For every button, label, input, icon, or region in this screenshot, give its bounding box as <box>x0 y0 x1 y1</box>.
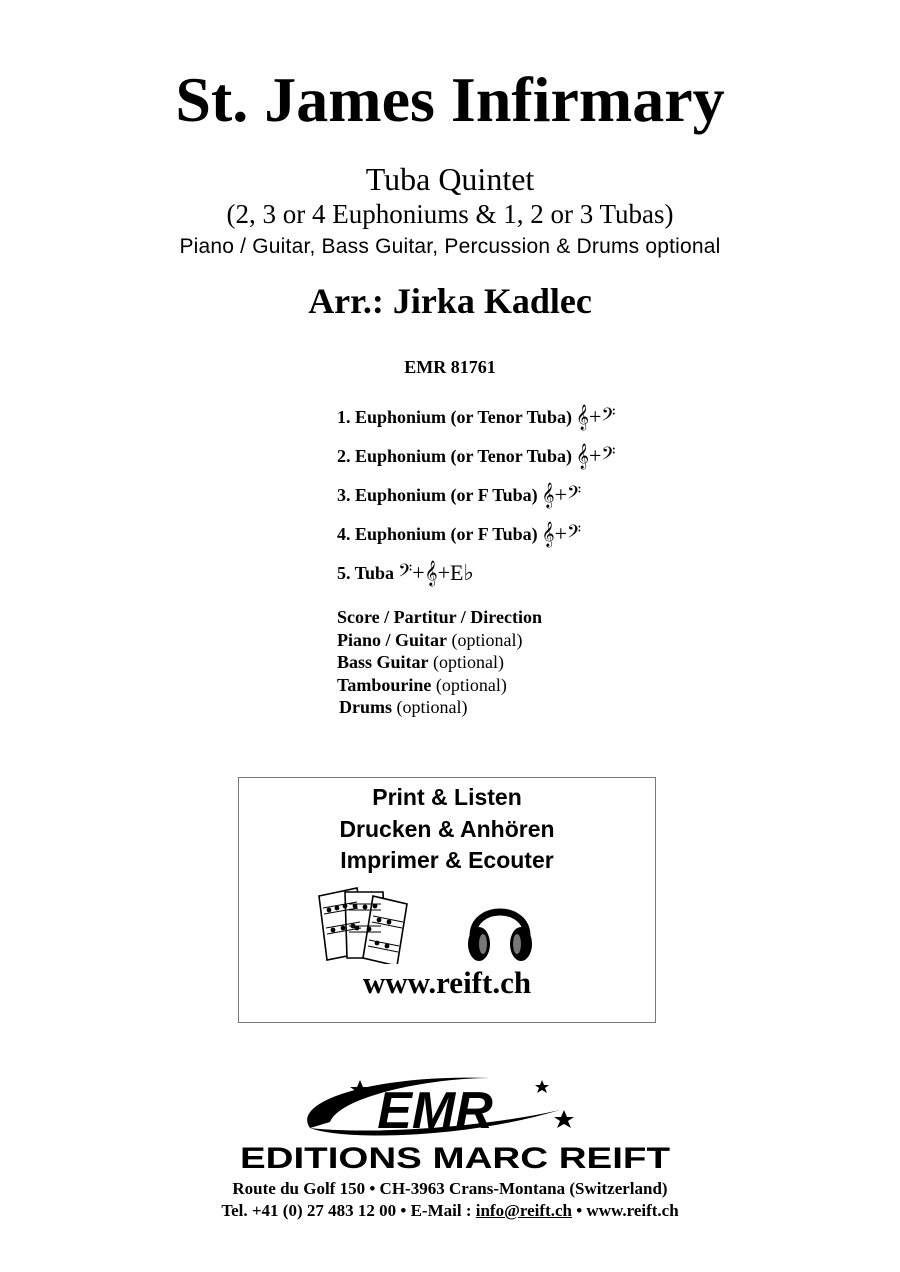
extra-item <box>337 629 757 652</box>
logo-text: EMR <box>377 1082 493 1140</box>
website-url[interactable]: www.reift.ch <box>362 965 532 1000</box>
optional-instruments: Piano / Guitar, Bass Guitar, Percussion & Drums optional <box>179 235 721 258</box>
part-item <box>337 397 757 436</box>
publisher-name-part: MARC <box>432 1142 523 1175</box>
extras-list <box>337 606 757 719</box>
part-label: 1. Euphonium (or Tenor Tuba) <box>337 406 572 427</box>
clef-icon: 𝄞+𝄢 <box>541 520 582 546</box>
page-title: St. James Infirmary <box>175 64 725 135</box>
extra-note: (optional) <box>433 652 504 672</box>
promo-line-french: Imprimer & Ecouter <box>340 847 554 873</box>
clef-icon: 𝄢+𝄞+E♭ <box>398 559 474 585</box>
parts-list <box>337 397 757 592</box>
arranger: Arr.: Jirka Kadlec <box>308 281 592 321</box>
email-link[interactable]: info@reift.ch <box>475 1201 572 1220</box>
extra-note: (optional) <box>396 697 468 717</box>
extra-name: Piano / Guitar <box>337 629 448 650</box>
extra-name: Score / Partitur / Direction <box>337 607 542 627</box>
promo-line-english: Print & Listen <box>372 784 522 810</box>
clef-icon: 𝄞+𝄢 <box>575 403 616 429</box>
part-item <box>337 553 757 592</box>
part-label: 2. Euphonium (or Tenor Tuba) <box>337 445 572 466</box>
headphones-icon <box>465 888 535 968</box>
subtitle: Tuba Quintet <box>365 161 535 197</box>
clef-icon: 𝄞+𝄢 <box>541 481 582 507</box>
extra-name: Tambourine <box>337 674 432 695</box>
extra-item <box>337 651 757 674</box>
extra-item <box>337 696 757 719</box>
part-label: 3. Euphonium (or F Tuba) <box>337 484 538 505</box>
website-link[interactable]: • www.reift.ch <box>576 1201 679 1220</box>
clef-icon: 𝄞+𝄢 <box>575 442 616 468</box>
publisher-contact <box>0 1200 900 1222</box>
promo-line-german: Drucken & Anhören <box>339 816 555 842</box>
part-label: 4. Euphonium (or F Tuba) <box>337 523 538 544</box>
part-label: 5. Tuba <box>337 562 395 583</box>
svg-text:EDITIONS MARC REIFT <box>240 1142 670 1175</box>
extra-item <box>337 606 757 629</box>
telephone: Tel. +41 (0) 27 483 12 00 • E-Mail : <box>221 1201 472 1220</box>
print-listen-box <box>238 777 656 1023</box>
publisher-address: Route du Golf 150 • CH-3963 Crans-Montana (Switzerland) <box>232 1179 668 1198</box>
part-item <box>337 475 757 514</box>
extra-note: (optional) <box>435 674 507 695</box>
part-item <box>337 436 757 475</box>
extra-item <box>337 674 757 697</box>
instrumentation: (2, 3 or 4 Euphoniums & 1, 2 or 3 Tubas) <box>226 199 674 229</box>
extra-name: Drums <box>339 697 392 717</box>
publisher-name-part: EDITIONS <box>240 1142 382 1175</box>
catalog-number: EMR 81761 <box>404 357 496 377</box>
part-item <box>337 514 757 553</box>
extra-note: (optional) <box>451 629 523 650</box>
publisher-name-part: REIFT <box>558 1142 646 1175</box>
extra-name: Bass Guitar <box>337 652 429 672</box>
emr-logo <box>230 1070 680 1175</box>
sheet-music-icon <box>311 882 427 964</box>
